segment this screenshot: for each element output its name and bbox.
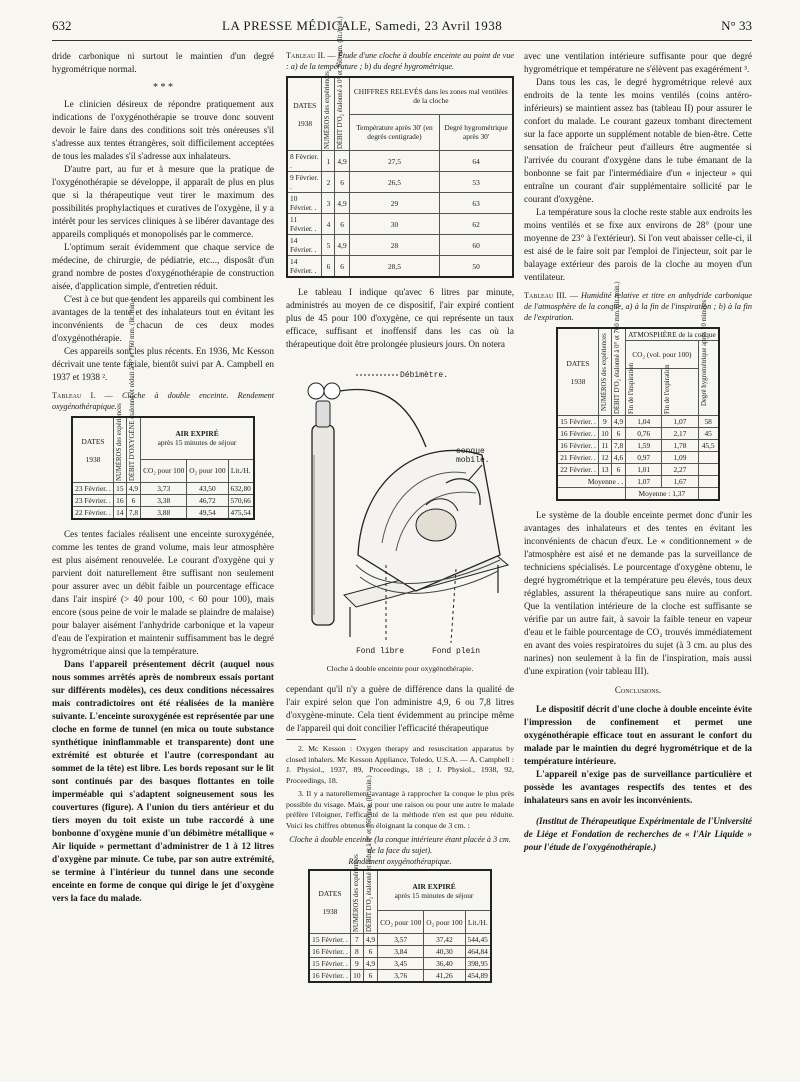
table-cell: 23 Février. . [72,495,113,507]
table-cell: 27,5 [349,151,440,172]
table-cell: 11 [598,440,611,452]
table-header: AIR EXPIRÉ après 15 minutes de séjour [378,870,491,911]
table-cell: 6 [322,256,335,278]
table-header: CO₂ pour 100 [378,911,424,934]
table-header: Lit./H. [228,459,254,482]
table-cell: 3 [322,193,335,214]
footnote-rule [286,739,356,740]
table-cell: 22 Février. . [557,464,598,476]
table-cell: 7 [350,934,363,946]
table-cell: 3,57 [378,934,424,946]
table-cell: 36,40 [424,958,465,970]
table-cell: 1,01 [626,464,662,476]
table-cell: 9 [350,958,363,970]
section-stars: * * * [153,82,173,93]
table1-caption: Tableau I. — Cloche à double enceinte. Rendement oxygénothérapique. [52,391,275,411]
table4-caption: Cloche à double enceinte (la conque intérieure étant placée à 3 cm. de la face du sujet). Rendement oxygénothérapique. [289,835,511,866]
table-cell: 16 Février. . [557,440,598,452]
table-cell: 60 [440,235,513,256]
paragraph: Le tableau I indique qu'avec 6 litres par minute, administrés au moyen de ce dispositif, l'air expiré contient plus de 45 pour 100 d'oxygène, ce qui représente un taux efficace, suffisant et inoffensif dans les cas où la thérapeutique doit être prolongée plusieurs jours. On notera [286,287,514,349]
table-header: O₂ pour 100 [424,911,465,934]
table-cell: 2 [322,172,335,193]
table-cell: 29 [349,193,440,214]
table-row [287,172,513,193]
paragraph: dride carbonique ni surtout le maintien d'un degré hygrométrique normal. [52,51,274,74]
table-cell: 4,9 [126,483,140,495]
table-cell: 6 [611,464,625,476]
table-header: CO₂ pour 100 [141,459,187,482]
table-cell [698,452,719,464]
table-header: DATES 1938 [309,870,350,934]
table-row [309,970,491,983]
table-row [309,934,491,946]
table-cell: 4,9 [335,193,349,214]
table-header: AIR EXPIRÉ après 15 minutes de séjour [141,417,254,459]
moyenne2-label: Moyenne : [638,489,671,498]
table-cell: 11 Février. . [287,214,322,235]
table-cell: 64 [440,151,513,172]
table-cell: 16 [113,495,126,507]
table-row [557,452,719,464]
paragraph: Ces tentes faciales réalisent une enceinte suroxygénée, comme les tentes de grand volume, mais leur atmosphère est plus aisément renouvelée. Le courant d'oxygène qui y parvient doit naturellement être suffisant non seulement pour assurer avec un débit faible un pourcentage efficace dans l'air inspiré (> 40 pour 100, < 60 pour 100), mais encore (sous peine de voir le malade se plaindre de malaise) pour balayer aisément l'anhydride carbonique et la vapeur d'eau de l'expiration et maintenir suffisamment bas le degré hygrométrique ainsi que la température. [52,529,274,656]
table-header: ATMOSPHÈRE de la conque [626,328,719,341]
paragraph: La température sous la cloche reste stable aux endroits les moins ventilés et se fixe aux environs de 28° (pour une moyenne de 23° à l'extérieur). Si l'on veut abaisser celle-ci, il est aisé de le faire soit par l'emploi de l'injecteur, soit par le balayage extérieur des parois de la cloche au moyen d'un ventilateur. [524,207,752,282]
figure-label-fond-plein: Fond plein [432,647,481,656]
table-row [287,193,513,214]
table-cell: 21 Février. . [557,452,598,464]
table-header: DÉBIT D'O₂ étalonné à 0° et 760 mm. (lit./min.) [335,77,349,151]
figure-label-conque: conque mobile. [456,447,490,465]
table-header: NUMÉROS des expériences [598,328,611,416]
table3-caption: Tableau III. — Humidité relative et titre en anhydride carbonique de l'atmosphère de la conque, a) à la fin de l'inspiration ; b) à la fin de l'expiration. [524,291,753,322]
table-cell: 63 [440,193,513,214]
table-cell: 15 [113,483,126,495]
table-cell: 2,17 [662,428,698,440]
table-cell: 1,78 [662,440,698,452]
table-cell: 58 [698,416,719,428]
table-cell: 14 Février. . [287,256,322,278]
figure-caption: Cloche à double enceinte pour oxygénothérapie. [326,664,474,673]
table-cell: 3,45 [378,958,424,970]
table-cell: 13 [598,464,611,476]
moyenne-label: Moyenne . . [557,476,625,488]
table-cell: 464,84 [465,946,491,958]
table-row [557,464,719,476]
table-cell: 12 [598,452,611,464]
table-cell: 475,54 [228,507,254,520]
table-header: DÉBIT D'OXYGÈNE étalonné et réduit à 0° et 760 mm. (lit./min.) [126,417,140,483]
issue-number: N° 33 [721,18,752,33]
table-cell: 6 [335,256,349,278]
figure-label-debimetre: Débimètre. [400,371,449,380]
affiliation: (Institut de Thérapeutique Expérimentale de l'Université de Liége et Fondation de recherches de « l'Air Liquide » pour l'étude de l'oxygénothérapie.) [524,816,752,852]
table-cell: 4,9 [335,151,349,172]
paragraph: Le clinicien désireux de répondre pratiquement aux indications de l'oxygénothérapie se trouve donc souvent devoir le faire dans des conditions soit très onéreuses s'il s'adresse aux tentes étrangères, soit difficilement acceptées de tous les malades s'il s'adresse aux inhalateurs. [52,99,274,161]
table-row [557,416,719,428]
table-cell: 43,50 [187,483,228,495]
table-header: DATES 1938 [72,417,113,483]
table-cell: 6 [363,970,377,983]
table-cell: 28 [349,235,440,256]
table-cell: 15 Février. . [309,934,350,946]
table-header: CO₂ (vol. pour 100) [626,341,698,369]
page-header [52,18,752,38]
table-cell: 9 Février. . [287,172,322,193]
table-row [309,958,491,970]
header-rule [52,40,752,41]
footnote-2: 2. Mc Kesson : Oxygen therapy and resuscitation apparatus by closed inhalers. Mc Kesson Appliance, Toledo, U.S.A. — A. Campbell : J. Physiol., 1937, 89, Proceedings, 18 ; J. Physiol., 1938, 92, Proceedings, 18. [286,744,514,785]
table-cell: 1,09 [662,452,698,464]
table-header: NUMÉROS des expériences [322,77,335,151]
table-header: Fin de l'inspiration [626,369,662,416]
table-cell: 3,73 [141,483,187,495]
page-number: 632 [52,18,72,33]
table-cell: 4,9 [363,958,377,970]
column-1 [52,50,274,905]
footnote-3: 3. Il y a naturellement avantage à rapprocher la conque le plus près possible du visage. Mais, si pour une raison ou pour une autre le malade préfère l'éloigner, l'efficacité de la méthode n'en est que peu réduite. Voici les chiffres obtenus en éloignant la conque de 3 cm. : [286,789,514,830]
table-header: Température après 30' (en degrés centigrade) [349,114,440,150]
table-cell: 28,5 [349,256,440,278]
table-row [72,495,254,507]
table-cell: 41,26 [424,970,465,983]
table-cell: 6 [126,495,140,507]
table-cell: 16 Février. . [557,428,598,440]
table-cell: 40,30 [424,946,465,958]
table-cell: 10 Février. . [287,193,322,214]
table-cell: 0,76 [626,428,662,440]
table-cell: 3,38 [141,495,187,507]
paragraph: C'est à ce but que tendent les appareils qui combinent les avantages de la tente et des inhalateurs tout en évitant les inconvénients de chacun de ces deux modes d'oxygénothérapie. [52,294,274,343]
table-cell: 8 [350,946,363,958]
table-cell: 62 [440,214,513,235]
table-row [72,507,254,520]
table-cell: 1,07 [662,416,698,428]
table-header: O₂ pour 100 [187,459,228,482]
table-cell: 23 Février. . [72,483,113,495]
table-cell: 398,95 [465,958,491,970]
table-cell: 2,27 [662,464,698,476]
paragraph: cependant qu'il n'y a guère de différence dans la qualité de l'air expiré selon que l'on administre 4,9, 6 ou 7,8 litres d'oxygène-minute. Cela tient évidemment au principe même de l'appareil qui doit concilier l'efficacité thérapeutique [286,684,514,733]
table-cell: 37,42 [424,934,465,946]
table-cell: 10 [598,428,611,440]
moyenne2-value: 1,37 [672,489,686,498]
table-header: Degré hygrométrique après 30' [440,114,513,150]
table-cell: 45,5 [698,440,719,452]
table-header: Degré hygrométrique après 10 minutes [698,341,719,416]
table-row [287,214,513,235]
table-cell: 454,89 [465,970,491,983]
table-cell: 632,80 [228,483,254,495]
table-cell: 50 [440,256,513,278]
table-cell: 7,8 [126,507,140,520]
table-row [287,256,513,278]
table-cell: 10 [350,970,363,983]
paragraph: Le dispositif décrit d'une cloche à double enceinte évite l'impression de confinement et permet une oxygénothérapie efficace tout en assurant le confort du malade par le maintien du degré hygrométrique et de la température intérieure. [524,704,752,766]
figure-label-fond-libre: Fond libre [356,647,405,656]
paragraph: Dans l'appareil présentement décrit (auquel nous nous sommes arrêtés après de nombreux essais portant sur différents modèles), ces deux conditions nécessaires mais contradictoires ont été réalisées de la manière suivante. L'enceinte suroxygénée est représentée par une cloche en forme de tunnel (en mica ou toute substance synthétique ininflammable et transparente) dont une extrémité est obturée et l'autre (correspondant au sommet de la tête) est libre. Les bords reposant sur le lit sont continués par des basques flottantes en toile imperméable qui s'adaptent soigneusement sous les couvertures (figure). A l'union du tiers antérieur et du tiers moyen du toit existe un tube raccordé à une bonbonne d'oxygène munie d'un débimètre métallique « Air liquide » permettant d'administrer de 1 à 12 litres d'oxygène par minute. Ce tube, par son autre extrémité, se termine à l'intérieur du tunnel dans une seconde enceinte en forme de conque qui dirige le jet d'oxygène vers la face du malade. [52,659,275,903]
journal-title: LA PRESSE MÉDICALE, Samedi, 23 Avril 1938 [222,18,503,33]
column-3 [524,50,752,854]
table-cell: 6 [335,214,349,235]
table-header: NUMÉROS des expériences [113,417,126,483]
table-cell: 14 [113,507,126,520]
paragraph: Le système de la double enceinte permet donc d'unir les avantages des inhalateurs et des tentes en évitant les inconvénients de chacun d'eux. Le « conditionnement » de l'atmosphère est aisé et ne demande pas la surveillance de techniciens spécialisés. Le pourcentage d'oxygène obtenu, le degré hygrométrique et la température peu élevés, tous deux réglables, assurent la thérapeutique sans nuire au confort. Que la ventilation intérieure de la cloche est suffisante se vérifie par un autre fait, à savoir la faible teneur en vapeur d'eau et le faible pourcentage de CO₂ trouvés immédiatement en avant des voies respiratoires du sujet (à 3 cm. au plus des narines) non seulement à la fin de l'inspiration, mais aussi d'une expiration (voir tableau III). [524,510,752,676]
paragraph: D'autre part, au fur et à mesure que la pratique de l'oxygénothérapie se développe, il apparaît de plus en plus que si la thérapeutique veut tirer le maximum des possibilités prophylactiques et curatives de l'oxygène, il y a intérêt pour les services cliniques à se libérer davantage des appareils compliqués et monopolisés par le commerce. [52,164,274,239]
table-header: CHIFFRES RELEVÉS dans les zones mal ventilées de la cloche [349,77,513,114]
table-cell: 8 Février. . [287,151,322,172]
table-cell: 9 [598,416,611,428]
table-cell: 1,04 [626,416,662,428]
table-cell: 1,59 [626,440,662,452]
table-cell: 26,5 [349,172,440,193]
section-heading: Conclusions. [614,685,662,695]
table-header: DÉBIT D'O₂ étalonné et réduit à 0° et 760 mm. (lit./min.) [363,870,377,934]
paragraph: L'appareil n'exige pas de surveillance particulière et possède les avantages respectifs des tentes et des inhalateurs sans en avoir les inconvénients. [524,769,752,805]
table-cell: 3,76 [378,970,424,983]
paragraph: avec une ventilation intérieure suffisante pour que degré hygrométrique et température ne s'élèvent pas exagérément ³. [524,51,752,74]
table-cell: 30 [349,214,440,235]
table-header: DÉBIT D'O₂ étalonné à 0° et 760 mm. (lit./min.) [611,328,625,416]
table-cell: 0,97 [626,452,662,464]
table-cell: 45 [698,428,719,440]
table-row [557,440,719,452]
paragraph: L'optimum serait évidemment que chaque service de médecine, de chirurgie, de pédiatrie, etc..., disposât d'un grand nombre de postes d'oxygénothérapie de construction aisée, d'application simple, d'entretien réduit. [52,242,274,291]
table-cell: 6 [363,946,377,958]
table-cell: 4,9 [335,235,349,256]
table-cell: 16 Février. . [309,946,350,958]
table-row [72,483,254,495]
apparatus-illustration [286,355,514,660]
table-cell: 14 Février. . [287,235,322,256]
table-header: NUMÉROS des expériences [350,870,363,934]
table-cell: 6 [335,172,349,193]
table-row [557,428,719,440]
table-cell: 544,45 [465,934,491,946]
table-header: Fin de l'expiration [662,369,698,416]
moyenne-exp: 1,67 [662,476,698,488]
table-row [309,946,491,958]
table-header: DATES 1938 [287,77,322,151]
table-cell: 16 Février. . [309,970,350,983]
table-cell: 4 [322,214,335,235]
table-cell: 4,6 [611,452,625,464]
table-cell: 15 Février. . [309,958,350,970]
table-cell: 49,54 [187,507,228,520]
table-header: Lit./H. [465,911,491,934]
table-cell: 5 [322,235,335,256]
table-cell: 1 [322,151,335,172]
table-cell: 4,9 [611,416,625,428]
apparatus-figure [286,355,514,660]
table-cell: 6 [611,428,625,440]
table-cell: 3,88 [141,507,187,520]
table-row [287,151,513,172]
table2-caption: Tableau II. — Étude d'une cloche à double enceinte au point de vue : a) de la température ; b) du degré hygrométrique. [286,51,515,71]
table-cell: 46,72 [187,495,228,507]
paragraph: Ces appareils sont les plus récents. En 1936, Mc Kesson décrivait une tente faciale, bientôt suivi par A. Campbell en 1937 et 1938 ². [52,346,274,382]
table-cell: 4,9 [363,934,377,946]
table-cell: 15 Février. . [557,416,598,428]
table-cell: 570,66 [228,495,254,507]
table-row [287,235,513,256]
table-cell: 53 [440,172,513,193]
table-header: DATES 1938 [557,328,598,416]
table-cell: 3,84 [378,946,424,958]
table-cell: 7,8 [611,440,625,452]
moyenne-insp: 1,07 [626,476,662,488]
table-cell: 22 Février. . [72,507,113,520]
table-cell [698,464,719,476]
paragraph: Dans tous les cas, le degré hygrométrique relevé aux endroits de la tente les moins ventilés (coins antéro-inférieurs) se maintient assez bas (tableau II) pour assurer le confort du malade. Le courant gazeux tombant directement sur la face apporte un supplément notable de bien-être. Cette sensation de fraîcheur peut d'ailleurs être augmentée si l'arrivée du courant d'oxygène dans le tube émanant de la bonbonne se fait par l'intermédiaire d'un « injecteur » qui entraîne un courant d'air supplémentaire sollicité par le courant d'oxygène. [524,77,752,204]
